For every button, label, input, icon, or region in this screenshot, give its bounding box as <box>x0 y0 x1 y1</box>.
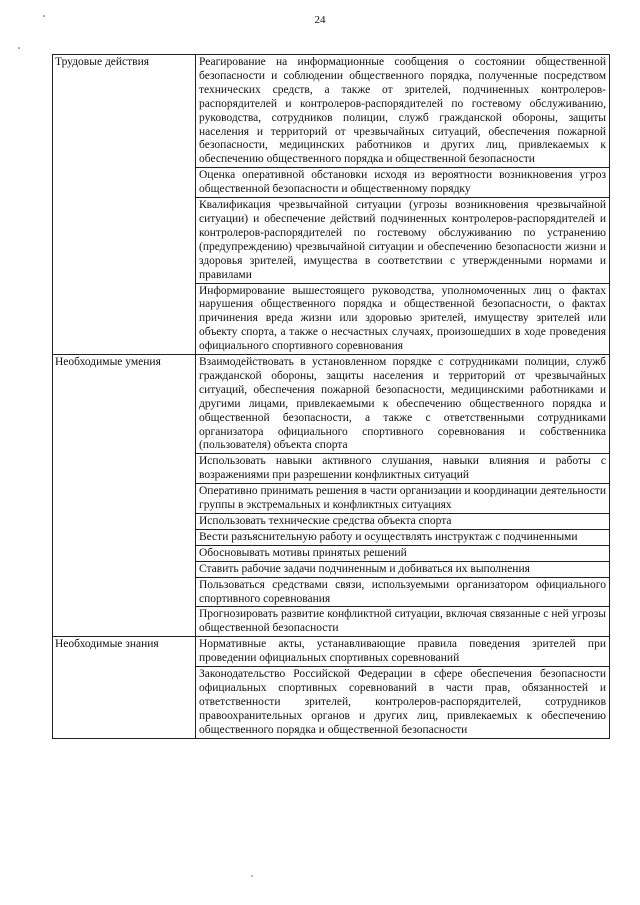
table-row <box>53 355 610 454</box>
table-row <box>53 637 610 667</box>
skill-item: Взаимодействовать в установленном порядке с сотрудниками полиции, служб гражданской обороны, защиты населения и территорий от чрезвычайных ситуаций, обеспечения пожарной безопасности, медицинскими работниками и другими лицами, привлекаемыми к обеспечению общественного порядка и общественной безопасности, а также с ответственными сотрудниками организатора официального спортивного соревнования и собственника (пользователя) объекта спорта <box>196 355 610 454</box>
labor-action-item: Информирование вышестоящего руководства, уполномоченных лиц о фактах нарушения общественного порядка и общественной безопасности, о фактах причинения вреда жизни или здоровью зрителей, имуществу зрителей или объекту спорта, а также о несчастных случаях, произошедших в ходе проведения официального спортивного соревнования <box>196 283 610 355</box>
skill-item: Использовать навыки активного слушания, навыки влияния и работы с возражениями при разрешении конфликтных ситуаций <box>196 454 610 484</box>
skill-item: Ставить рабочие задачи подчиненным и добиваться их выполнения <box>196 561 610 577</box>
skill-item: Использовать технические средства объекта спорта <box>196 514 610 530</box>
labor-action-item: Реагирование на информационные сообщения о состоянии общественной безопасности и соблюдении общественного порядка, полученные посредством технических средств, а также от зрителей, подчиненных контролеров-распорядителей и контролеров-распорядителей по гостевому обслуживанию, руководства, сотрудников полиции, служб гражданской обороны, защиты населения и территорий от чрезвычайных ситуаций, обеспечения пожарной безопасности, медицинских работников и других лиц, привлекаемых к обеспечению общественного порядка и общественной безопасности <box>196 55 610 168</box>
section-label-required-knowledge: Необходимые знания <box>53 637 196 738</box>
knowledge-item: Законодательство Российской Федерации в сфере обеспечения безопасности официальных спортивных соревнований в части прав, обязанностей и ответственности зрителей, контролеров-распорядителей, сотрудников правоохранительных органов и других лиц, привлекаемых к обеспечению общественного порядка и общественной безопасности <box>196 667 610 739</box>
page-number: 24 <box>314 14 326 26</box>
labor-action-item: Оценка оперативной обстановки исходя из вероятности возникновения угроз общественной безопасности и общественному порядку <box>196 168 610 198</box>
table-row <box>53 55 610 168</box>
skill-item: Пользоваться средствами связи, используемыми организатором официального спортивного соревнования <box>196 577 610 607</box>
knowledge-item: Нормативные акты, устанавливающие правила поведения зрителей при проведении официальных спортивных соревнований <box>196 637 610 667</box>
section-label-required-skills: Необходимые умения <box>53 355 196 637</box>
skill-item: Прогнозировать развитие конфликтной ситуации, включая связанные с ней угрозы общественной безопасности <box>196 607 610 637</box>
skill-item: Оперативно принимать решения в части организации и координации деятельности группы в экстремальных и конфликтных ситуациях <box>196 484 610 514</box>
skill-item: Вести разъяснительную работу и осуществлять инструктаж с подчиненными <box>196 529 610 545</box>
section-label-labor-actions: Трудовые действия <box>53 55 196 355</box>
skill-item: Обосновывать мотивы принятых решений <box>196 545 610 561</box>
competency-table <box>52 54 610 739</box>
labor-action-item: Квалификация чрезвычайной ситуации (угрозы возникновения чрезвычайной ситуации) и обеспечение действий подчиненных контролеров-распорядителей и контролеров-распорядителей по гостевому обслуживанию по устранению (предупреждению) чрезвычайной ситуации и обеспечению безопасности жизни и здоровья зрителей, имущества в соответствии с утвержденными нормами и правилами <box>196 198 610 283</box>
